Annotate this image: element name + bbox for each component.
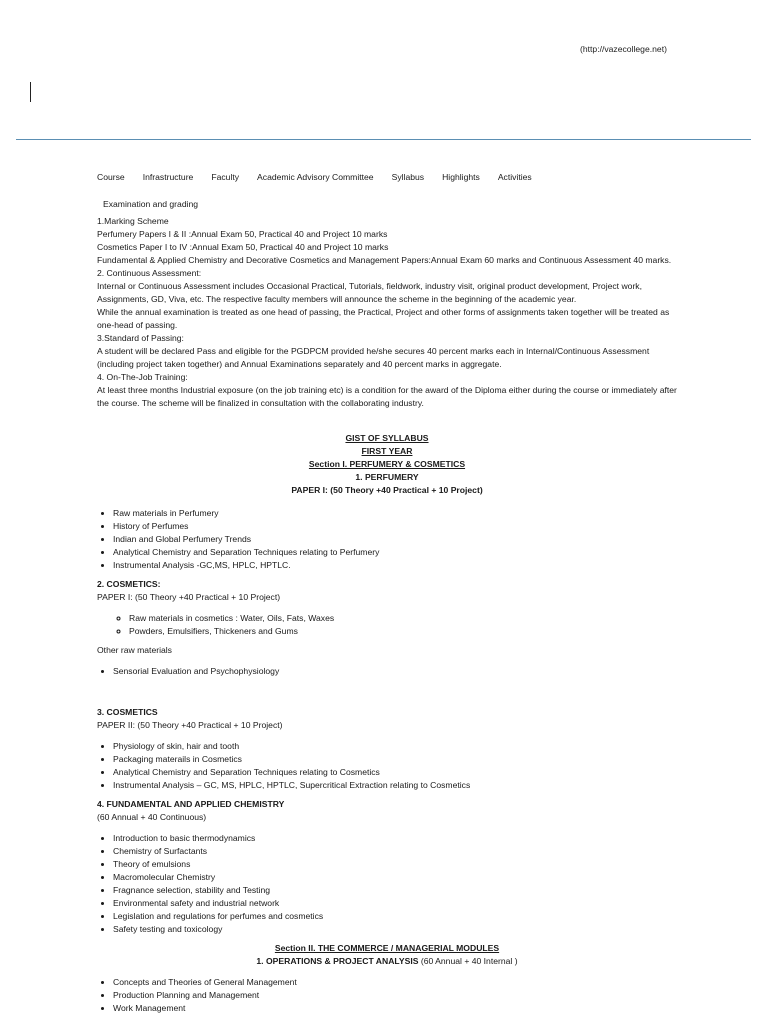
list-item: • Instrumental Analysis – GC, MS, HPLC, HPTLC, Supercritical Extraction relating to Cosmetics [113,779,677,792]
list-item: • Environmental safety and industrial network [113,897,677,910]
gist-title: GIST OF SYLLABUS [345,433,429,443]
nav-activities[interactable]: Activities [497,172,532,182]
cosmetics-3-paper: PAPER II: (50 Theory +40 Practical + 10 Project) [97,720,283,730]
list-item: • Analytical Chemistry and Separation Techniques relating to Perfumery [113,546,677,559]
ops-heading [97,955,677,968]
list-item: • Production Planning and Management [113,989,677,1002]
nav-infrastructure[interactable]: Infrastructure [142,172,194,182]
exam-line: Fundamental & Applied Chemistry and Decorative Cosmetics and Management Papers:Annual Exam 60 marks and Continuous Assessment 40 marks. [97,255,672,265]
list-item: • Sensorial Evaluation and Psychophysiology [113,665,677,678]
section-1-title: Section I. PERFUMERY & COSMETICS [308,459,466,469]
cosmetics-3-list [97,740,677,792]
list-item: • Raw materials in Perfumery [113,507,677,520]
site-url[interactable]: (http://vazecollege.net) [580,44,667,54]
cosmetics-2-paper: PAPER I: (50 Theory +40 Practical + 10 Project) [97,592,281,602]
gist-year: FIRST YEAR [361,446,413,456]
list-item: • Fragnance selection, stability and Testing [113,884,677,897]
text-cursor [30,82,31,102]
list-item: • Analytical Chemistry and Separation Techniques relating to Cosmetics [113,766,677,779]
ops-note: (60 Annual + 40 Internal ) [418,956,518,966]
exam-line: Perfumery Papers I & II :Annual Exam 50, Practical 40 and Project 10 marks [97,229,388,239]
list-item: • History of Perfumes [113,520,677,533]
list-item: • Indian and Global Perfumery Trends [113,533,677,546]
exam-line: Internal or Continuous Assessment includes Occasional Practical, Tutorials, fieldwork, industry visit, original product development, Project work, Assignments, GD, Viva, etc. The respective faculty members will announce the scheme in the beginning of the academic year. [97,281,642,304]
exam-line: 1.Marking Scheme [97,216,169,226]
list-item: ◦ Powders, Emulsifiers, Thickeners and Gums [129,625,677,638]
main-content [97,215,677,1021]
list-item: ◦ Raw materials in cosmetics : Water, Oils, Fats, Waxes [129,612,677,625]
list-item: • Work Management [113,1002,677,1015]
course-nav [97,171,550,184]
nav-academic-advisory-committee[interactable]: Academic Advisory Committee [257,172,374,182]
list-item: • Theory of emulsions [113,858,677,871]
list-item: • Macromolecular Chemistry [113,871,677,884]
nav-highlights[interactable]: Highlights [442,172,480,182]
perfumery-list [97,507,677,572]
exam-line: While the annual examination is treated as one head of passing, the Practical, Project and other forms of assignments taken together will be treated as one-head of passing. [97,307,670,330]
section-2-title: Section II. THE COMMERCE / MANAGERIAL MODULES [274,943,500,953]
ops-title: 1. OPERATIONS & PROJECT ANALYSIS [256,956,419,966]
cosmetics-2-list [97,612,677,638]
list-item: • Concepts and Theories of General Management [113,976,677,989]
tab-examination-and-grading[interactable]: Examination and grading [103,199,199,209]
ops-list [97,976,677,1015]
chemistry-list [97,832,677,936]
nav-course[interactable]: Course [97,172,125,182]
list-item: • Introduction to basic thermodynamics [113,832,677,845]
list-item: • Chemistry of Surfactants [113,845,677,858]
nav-faculty[interactable]: Faculty [211,172,240,182]
list-item: • Packaging materails in Cosmetics [113,753,677,766]
exam-line: 4. On-The-Job Training: [97,372,188,382]
exam-line: At least three months Industrial exposure (on the job training etc) is a condition for the award of the Diploma either during the course or immediately after the course. The scheme will be finalized in consultation with the collaborating industry. [97,385,677,408]
perfumery-paper: PAPER I: (50 Theory +40 Practical + 10 Project) [291,485,483,495]
cosmetics-3-title: 3. COSMETICS [97,707,158,717]
chemistry-note: (60 Annual + 40 Continuous) [97,812,207,822]
chemistry-title: 4. FUNDAMENTAL AND APPLIED CHEMISTRY [97,799,285,809]
list-item: • Safety testing and toxicology [113,923,677,936]
cosmetics-2-title: 2. COSMETICS: [97,579,161,589]
exam-section [97,215,677,410]
exam-line: A student will be declared Pass and eligible for the PGDPCM provided he/she secures 40 percent marks each in Internal/Continuous Assessment (including project taken together) and Annual Examinations separately and 40 percent marks in aggregate. [97,346,650,369]
other-raw-list [97,665,677,678]
list-item: • Legislation and regulations for perfumes and cosmetics [113,910,677,923]
exam-line: Cosmetics Paper I to IV :Annual Exam 50, Practical 40 and Project 10 marks [97,242,389,252]
header-divider [16,139,751,140]
other-raw-materials: Other raw materials [97,645,172,655]
exam-line: 3.Standard of Passing: [97,333,184,343]
perfumery-title: 1. PERFUMERY [355,472,419,482]
nav-syllabus[interactable]: Syllabus [391,172,425,182]
exam-line: 2. Continuous Assessment: [97,268,202,278]
list-item: • Physiology of skin, hair and tooth [113,740,677,753]
list-item: • Instrumental Analysis -GC,MS, HPLC, HPTLC. [113,559,677,572]
